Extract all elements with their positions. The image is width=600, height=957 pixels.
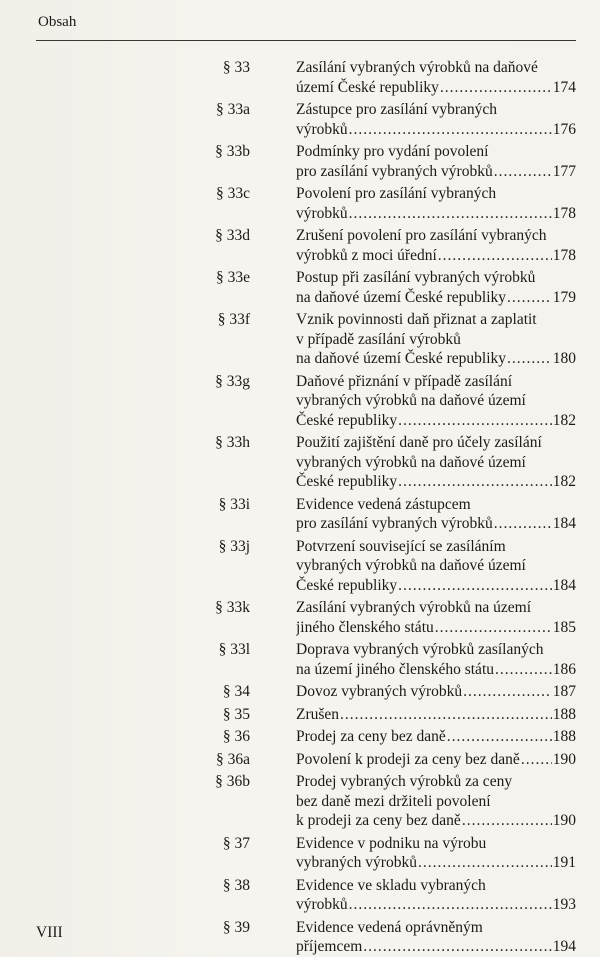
section-number: § 33f [217,311,250,328]
entry-title-last-line [296,853,576,873]
dot-leader [340,705,552,725]
entry-title-last-line [296,727,576,747]
section-number: § 33j [218,537,250,555]
page-reference: 179 [552,288,576,306]
page-reference: 178 [552,246,576,264]
entry-title-last-line [296,472,576,492]
dot-leader [463,682,552,702]
entry-title-last-line [296,204,576,224]
section-number: § 34 [222,683,250,700]
entry-title [296,184,576,223]
entry-title [296,226,576,265]
entry-title-last-line [296,246,576,266]
entry-title [296,100,576,139]
section-number: § 33l [218,641,250,658]
section-number: § 35 [222,705,250,723]
entry-title-last-line [296,660,576,680]
entry-title-last-line [296,411,576,431]
entry-title-line: Zasílání vybraných výrobků na daňové [296,59,538,76]
entry-title-line: Prodej vybraných výrobků za ceny [296,773,513,790]
section-number: § 36b [215,773,250,790]
entry-title-line: bez daně mezi držiteli povolení [296,792,491,810]
page-reference: 178 [552,204,576,222]
page-reference: 190 [552,750,576,768]
running-header-title: Obsah [38,14,77,30]
entry-title [296,750,576,770]
page-reference: 194 [552,938,576,955]
entry-title-line: Zrušení povolení pro zasílání vybraných [296,227,547,244]
dot-leader [495,660,552,680]
entry-title-line: na daňové území České republiky [296,350,507,367]
entry-title [296,918,576,957]
entry-title [296,433,576,492]
entry-title-line: území České republiky [296,78,439,96]
entry-title-line: České republiky [296,473,398,490]
dot-leader [507,349,552,369]
entry-title [296,640,576,679]
entry-title-line: výrobků z moci úřední [296,246,437,264]
dot-leader [363,937,551,957]
dot-leader [349,895,552,915]
dot-leader [398,411,552,431]
dot-leader [349,120,552,140]
dot-leader [494,162,552,182]
entry-title-line: Povolení k prodeji za ceny bez daně [296,750,520,768]
entry-title-line: Daňové přiznání v případě zasílání [296,372,513,390]
entry-title [296,682,576,702]
page-reference: 174 [552,78,576,96]
entry-title [296,495,576,534]
dot-leader [398,576,552,596]
entry-title-line: na území jiného členského státu [296,660,494,678]
section-number: § 33d [215,227,250,244]
entry-title-line: Potvrzení související se zasíláním [296,537,506,555]
dot-leader [462,811,552,831]
entry-title [296,727,576,747]
dot-leader [418,853,552,873]
section-number: § 33 [222,59,250,76]
entry-title-line: Zasílání vybraných výrobků na území [296,599,532,616]
entry-title [296,58,576,97]
page-reference: 186 [552,660,576,678]
entry-title-line: Vznik povinnosti daň přiznat a zaplatit [296,311,537,328]
entry-title-line: Evidence ve skladu vybraných [296,876,486,894]
entry-title-last-line [296,618,576,638]
entry-title-last-line [296,120,576,140]
page-reference: 185 [552,618,576,636]
entry-title-line: Podmínky pro vydání povolení [296,143,489,160]
page-reference: 177 [552,162,576,180]
section-number: § 33c [215,185,250,202]
header-rule [36,40,576,41]
section-number: § 37 [222,834,250,852]
entry-title [296,372,576,431]
section-number: § 38 [222,876,250,894]
entry-title-line: na daňové území České republiky [296,288,507,306]
dot-leader [435,618,552,638]
entry-title-line: pro zasílání vybraných výrobků [296,515,493,532]
entry-title-last-line [296,705,576,725]
entry-title-last-line [296,514,576,534]
entry-title [296,268,576,307]
entry-title-last-line [296,750,576,770]
entry-title-last-line [296,576,576,596]
section-number: § 33g [215,372,250,390]
page-reference: 188 [552,728,576,745]
entry-title-last-line [296,811,576,831]
page-reference: 188 [552,705,576,723]
entry-title-line: České republiky [296,411,398,429]
page-reference: 184 [552,576,576,594]
entry-title [296,834,576,873]
entry-title-line: vybraných výrobků na daňové území [296,557,526,574]
entry-title-last-line [296,162,576,182]
page-reference: 193 [552,896,576,913]
page-reference: 191 [552,854,576,871]
entry-title-line: pro zasílání vybraných výrobků [296,162,493,180]
entry-title [296,876,576,915]
section-number: § 33a [215,101,250,118]
entry-title [296,310,576,369]
entry-title-line: Evidence vedená oprávněným [296,918,483,936]
entry-title [296,598,576,637]
entry-title-last-line [296,78,576,98]
page-reference: 184 [552,515,576,532]
dot-leader [447,727,552,747]
entry-title-last-line [296,895,576,915]
entry-title-line: Zrušen [296,705,340,723]
entry-title-line: Postup při zasílání vybraných výrobků [296,269,536,286]
section-number: § 39 [222,918,250,936]
entry-title-line: vybraných výrobků na daňové území [296,392,526,409]
entry-title-last-line [296,937,576,957]
section-number: § 33h [215,434,250,451]
entry-title-last-line [296,682,576,702]
section-number: § 36 [222,728,250,745]
entry-title-line: výrobků [296,204,348,222]
entry-title-line: Evidence v podniku na výrobu [296,834,487,852]
entry-title-line: vybraných výrobků [296,854,417,871]
entry-title-line: v případě zasílání výrobků [296,330,461,348]
dot-leader [494,514,552,534]
entry-title [296,537,576,596]
page-reference: 176 [552,120,576,138]
dot-leader [507,288,552,308]
section-number: § 33b [215,143,250,160]
dot-leader [440,78,552,98]
entry-title-line: Prodej za ceny bez daně [296,728,446,745]
entry-title [296,142,576,181]
entry-title-line: Doprava vybraných výrobků zasílaných [296,641,544,658]
page-reference: 180 [552,350,576,367]
entry-title-line: České republiky [296,576,398,594]
dot-leader [521,750,552,770]
entry-title-line: Zástupce pro zasílání vybraných [296,101,497,118]
entry-title-line: Povolení pro zasílání vybraných [296,185,497,202]
entry-title-line: Dovoz vybraných výrobků [296,683,463,700]
entry-title-line: jiného členského státu [296,618,434,636]
entry-title-last-line [296,349,576,369]
section-number: § 36a [215,750,250,768]
entry-title-line: k prodeji za ceny bez daně [296,812,461,829]
entry-title-line: příjemcem [296,938,363,955]
page-reference: 187 [552,683,576,700]
page-number: VIII [36,924,63,941]
page-reference: 182 [552,473,576,490]
entry-title-line: výrobků [296,896,348,913]
dot-leader [349,204,552,224]
section-number: § 33k [215,599,250,616]
page-reference: 190 [552,812,576,829]
section-number: § 33e [215,269,250,286]
entry-title-line: výrobků [296,120,348,138]
dot-leader [438,246,552,266]
entry-title-line: Použití zajištění daně pro účely zasílání [296,434,542,451]
entry-title [296,705,576,725]
entry-title-line: Evidence vedená zástupcem [296,495,471,513]
page-reference: 182 [552,411,576,429]
entry-title-line: vybraných výrobků na daňové území [296,453,526,471]
entry-title-last-line [296,288,576,308]
entry-title [296,772,576,831]
dot-leader [398,472,552,492]
section-number: § 33i [218,495,250,513]
